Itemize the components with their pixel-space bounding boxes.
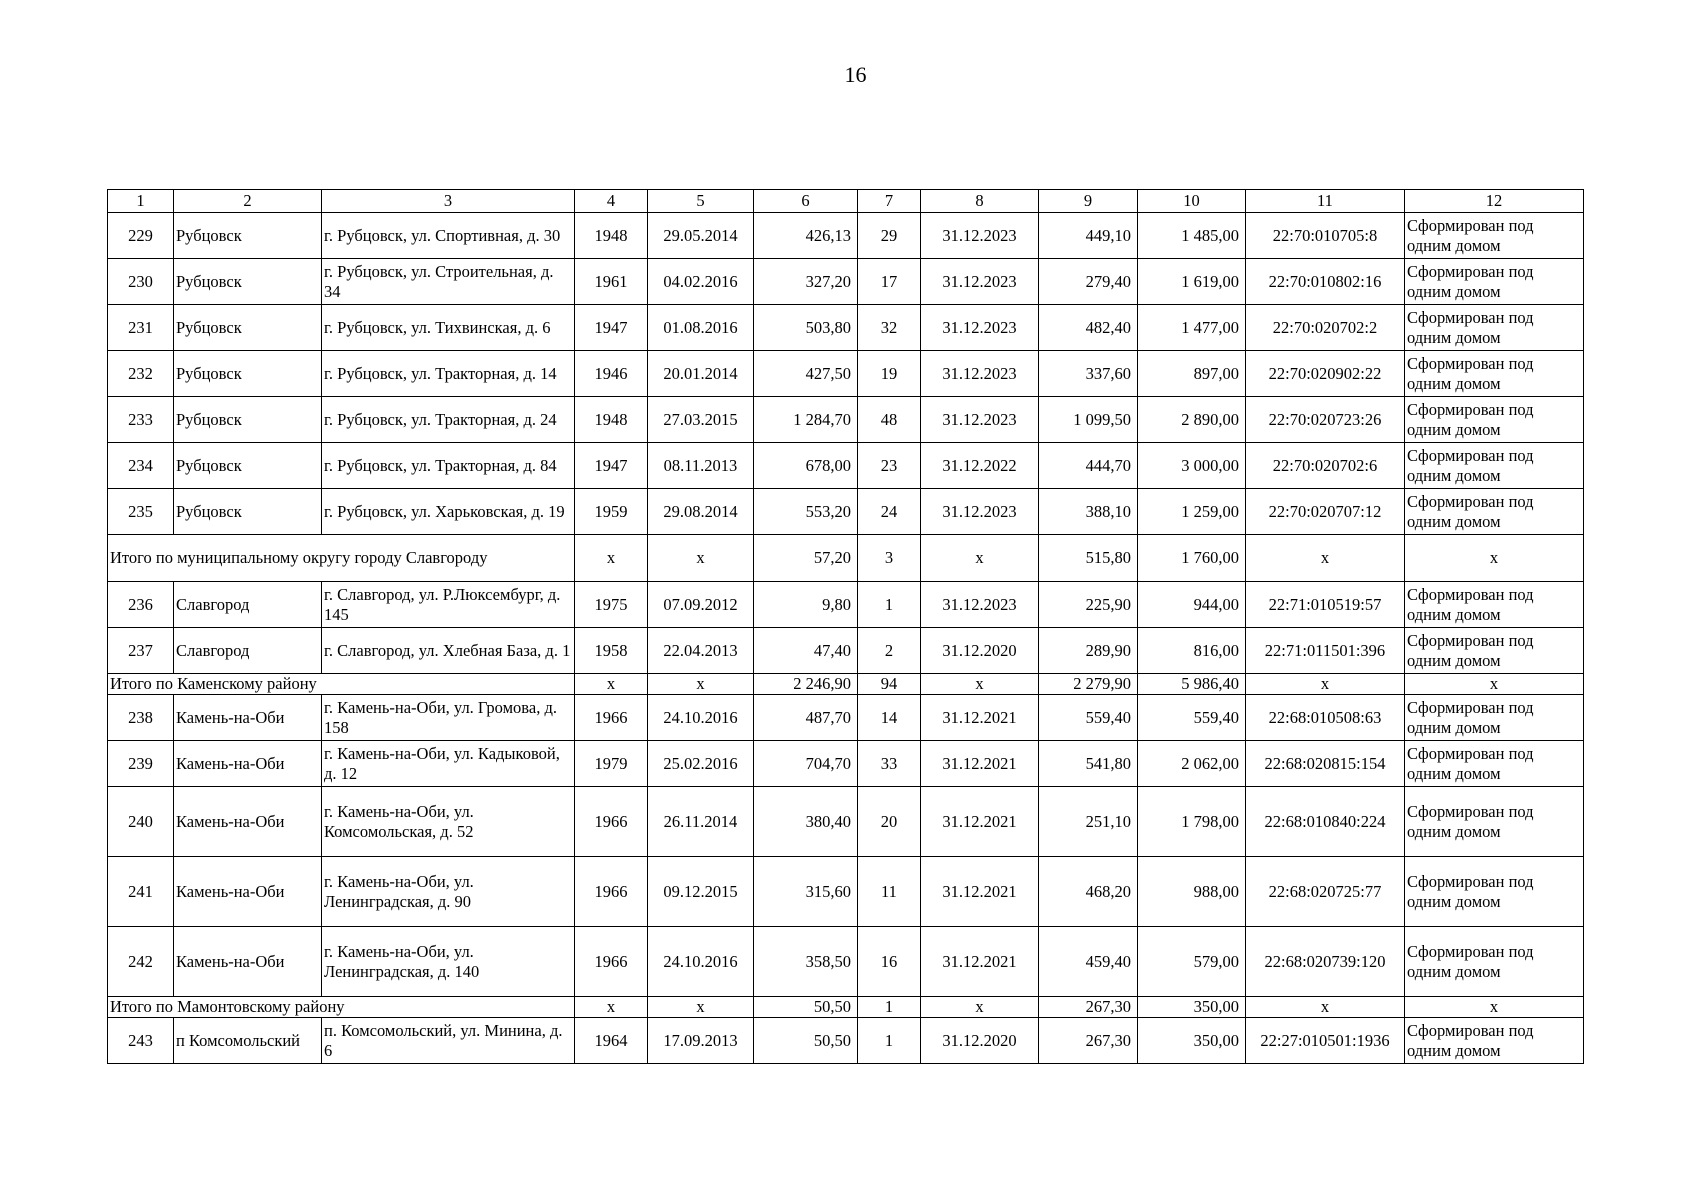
table-row xyxy=(108,857,1584,927)
resettlement-deadline-cell: 31.12.2021 xyxy=(921,927,1039,997)
land-area-cell: 267,30 xyxy=(1039,1018,1138,1064)
land-plot-area-cell: 1 477,00 xyxy=(1138,305,1246,351)
row-number-cell: 230 xyxy=(108,259,174,305)
year-built-cell: 1975 xyxy=(575,582,648,628)
resettlement-deadline-cell: 31.12.2023 xyxy=(921,351,1039,397)
land-plot-area-cell: 350,00 xyxy=(1138,1018,1246,1064)
land-plot-area-cell: 3 000,00 xyxy=(1138,443,1246,489)
address-cell: г. Камень-на-Оби, ул. Громова, д. 158 xyxy=(322,695,575,741)
total-x-cell: х xyxy=(648,535,754,582)
table-row xyxy=(108,628,1584,674)
row-number-cell: 242 xyxy=(108,927,174,997)
year-built-cell: 1947 xyxy=(575,305,648,351)
table-row xyxy=(108,1018,1584,1064)
row-number-cell: 239 xyxy=(108,741,174,787)
column-number-cell: 10 xyxy=(1138,190,1246,213)
area-cell: 315,60 xyxy=(754,857,858,927)
land-area-cell: 225,90 xyxy=(1039,582,1138,628)
recognition-date-cell: 22.04.2013 xyxy=(648,628,754,674)
locality-cell: Славгород xyxy=(174,582,322,628)
land-status-cell: Сформирован под одним домом xyxy=(1405,695,1584,741)
locality-cell: Рубцовск xyxy=(174,489,322,535)
resettlement-deadline-cell: 31.12.2023 xyxy=(921,305,1039,351)
year-built-cell: 1979 xyxy=(575,741,648,787)
subtotal-row xyxy=(108,674,1584,695)
address-cell: г. Рубцовск, ул. Харьковская, д. 19 xyxy=(322,489,575,535)
year-built-cell: 1966 xyxy=(575,857,648,927)
address-cell: г. Камень-на-Оби, ул. Ленинградская, д. 140 xyxy=(322,927,575,997)
locality-cell: Камень-на-Оби xyxy=(174,787,322,857)
total-x-cell: х xyxy=(575,997,648,1018)
address-cell: г. Рубцовск, ул. Тракторная, д. 14 xyxy=(322,351,575,397)
subtotal-label: Итого по Каменскому району xyxy=(108,674,575,695)
land-status-cell: Сформирован под одним домом xyxy=(1405,1018,1584,1064)
row-number-cell: 229 xyxy=(108,213,174,259)
recognition-date-cell: 24.10.2016 xyxy=(648,927,754,997)
recognition-date-cell: 17.09.2013 xyxy=(648,1018,754,1064)
cadastral-number-cell: 22:27:010501:1936 xyxy=(1246,1018,1405,1064)
land-status-cell: Сформирован под одним домом xyxy=(1405,489,1584,535)
total-land-plot-area-cell: 5 986,40 xyxy=(1138,674,1246,695)
address-cell: г. Рубцовск, ул. Тихвинская, д. 6 xyxy=(322,305,575,351)
area-cell: 503,80 xyxy=(754,305,858,351)
area-cell: 1 284,70 xyxy=(754,397,858,443)
address-cell: г. Славгород, ул. Хлебная База, д. 1 xyxy=(322,628,575,674)
row-number-cell: 237 xyxy=(108,628,174,674)
total-x-cell: х xyxy=(1246,997,1405,1018)
locality-cell: Рубцовск xyxy=(174,213,322,259)
locality-cell: Рубцовск xyxy=(174,259,322,305)
table-row xyxy=(108,741,1584,787)
total-x-cell: х xyxy=(1405,997,1584,1018)
column-number-cell: 7 xyxy=(858,190,921,213)
recognition-date-cell: 25.02.2016 xyxy=(648,741,754,787)
land-plot-area-cell: 559,40 xyxy=(1138,695,1246,741)
year-built-cell: 1958 xyxy=(575,628,648,674)
row-number-cell: 238 xyxy=(108,695,174,741)
land-area-cell: 337,60 xyxy=(1039,351,1138,397)
area-cell: 50,50 xyxy=(754,1018,858,1064)
land-plot-area-cell: 897,00 xyxy=(1138,351,1246,397)
cadastral-number-cell: 22:70:010802:16 xyxy=(1246,259,1405,305)
land-plot-area-cell: 1 619,00 xyxy=(1138,259,1246,305)
land-area-cell: 449,10 xyxy=(1039,213,1138,259)
locality-cell: Камень-на-Оби xyxy=(174,741,322,787)
column-number-cell: 8 xyxy=(921,190,1039,213)
residents-cell: 23 xyxy=(858,443,921,489)
total-land-area-cell: 515,80 xyxy=(1039,535,1138,582)
area-cell: 487,70 xyxy=(754,695,858,741)
locality-cell: Камень-на-Оби xyxy=(174,857,322,927)
recognition-date-cell: 29.08.2014 xyxy=(648,489,754,535)
cadastral-number-cell: 22:70:020902:22 xyxy=(1246,351,1405,397)
land-area-cell: 559,40 xyxy=(1039,695,1138,741)
column-number-cell: 1 xyxy=(108,190,174,213)
recognition-date-cell: 24.10.2016 xyxy=(648,695,754,741)
residents-cell: 32 xyxy=(858,305,921,351)
land-plot-area-cell: 816,00 xyxy=(1138,628,1246,674)
resettlement-deadline-cell: 31.12.2021 xyxy=(921,695,1039,741)
residents-cell: 29 xyxy=(858,213,921,259)
address-cell: г. Камень-на-Оби, ул. Комсомольская, д. 52 xyxy=(322,787,575,857)
recognition-date-cell: 09.12.2015 xyxy=(648,857,754,927)
column-number-cell: 5 xyxy=(648,190,754,213)
cadastral-number-cell: 22:68:020725:77 xyxy=(1246,857,1405,927)
locality-cell: п Комсомольский xyxy=(174,1018,322,1064)
total-area-cell: 2 246,90 xyxy=(754,674,858,695)
land-status-cell: Сформирован под одним домом xyxy=(1405,305,1584,351)
locality-cell: Рубцовск xyxy=(174,397,322,443)
total-x-cell: х xyxy=(921,535,1039,582)
address-cell: г. Славгород, ул. Р.Люксембург, д. 145 xyxy=(322,582,575,628)
table-row xyxy=(108,489,1584,535)
land-area-cell: 388,10 xyxy=(1039,489,1138,535)
total-x-cell: х xyxy=(1246,535,1405,582)
area-cell: 553,20 xyxy=(754,489,858,535)
area-cell: 426,13 xyxy=(754,213,858,259)
cadastral-number-cell: 22:71:011501:396 xyxy=(1246,628,1405,674)
row-number-cell: 236 xyxy=(108,582,174,628)
total-x-cell: х xyxy=(575,674,648,695)
locality-cell: Рубцовск xyxy=(174,351,322,397)
cadastral-number-cell: 22:70:020702:6 xyxy=(1246,443,1405,489)
table-row xyxy=(108,213,1584,259)
column-number-cell: 12 xyxy=(1405,190,1584,213)
resettlement-deadline-cell: 31.12.2023 xyxy=(921,397,1039,443)
locality-cell: Рубцовск xyxy=(174,443,322,489)
land-area-cell: 444,70 xyxy=(1039,443,1138,489)
subtotal-label: Итого по муниципальному округу городу Славгороду xyxy=(108,535,575,582)
row-number-cell: 234 xyxy=(108,443,174,489)
land-status-cell: Сформирован под одним домом xyxy=(1405,787,1584,857)
residents-cell: 17 xyxy=(858,259,921,305)
column-number-cell: 6 xyxy=(754,190,858,213)
total-land-plot-area-cell: 350,00 xyxy=(1138,997,1246,1018)
address-cell: г. Рубцовск, ул. Спортивная, д. 30 xyxy=(322,213,575,259)
subtotal-row xyxy=(108,535,1584,582)
recognition-date-cell: 27.03.2015 xyxy=(648,397,754,443)
table-row xyxy=(108,582,1584,628)
table-row xyxy=(108,927,1584,997)
row-number-cell: 233 xyxy=(108,397,174,443)
total-land-plot-area-cell: 1 760,00 xyxy=(1138,535,1246,582)
land-area-cell: 289,90 xyxy=(1039,628,1138,674)
area-cell: 704,70 xyxy=(754,741,858,787)
recognition-date-cell: 01.08.2016 xyxy=(648,305,754,351)
total-land-area-cell: 2 279,90 xyxy=(1039,674,1138,695)
resettlement-deadline-cell: 31.12.2020 xyxy=(921,628,1039,674)
cadastral-number-cell: 22:70:020723:26 xyxy=(1246,397,1405,443)
locality-cell: Рубцовск xyxy=(174,305,322,351)
area-cell: 427,50 xyxy=(754,351,858,397)
table-row xyxy=(108,259,1584,305)
table-row xyxy=(108,787,1584,857)
housing-registry-table xyxy=(107,189,1584,1064)
table-row xyxy=(108,397,1584,443)
area-cell: 678,00 xyxy=(754,443,858,489)
land-area-cell: 279,40 xyxy=(1039,259,1138,305)
page-number: 16 xyxy=(844,62,867,87)
land-area-cell: 541,80 xyxy=(1039,741,1138,787)
row-number-cell: 240 xyxy=(108,787,174,857)
land-area-cell: 251,10 xyxy=(1039,787,1138,857)
year-built-cell: 1946 xyxy=(575,351,648,397)
land-area-cell: 459,40 xyxy=(1039,927,1138,997)
recognition-date-cell: 29.05.2014 xyxy=(648,213,754,259)
residents-cell: 33 xyxy=(858,741,921,787)
land-plot-area-cell: 944,00 xyxy=(1138,582,1246,628)
total-x-cell: х xyxy=(1405,674,1584,695)
recognition-date-cell: 20.01.2014 xyxy=(648,351,754,397)
resettlement-deadline-cell: 31.12.2020 xyxy=(921,1018,1039,1064)
year-built-cell: 1966 xyxy=(575,927,648,997)
cadastral-number-cell: 22:70:020702:2 xyxy=(1246,305,1405,351)
residents-cell: 48 xyxy=(858,397,921,443)
land-plot-area-cell: 2 890,00 xyxy=(1138,397,1246,443)
land-status-cell: Сформирован под одним домом xyxy=(1405,741,1584,787)
land-area-cell: 468,20 xyxy=(1039,857,1138,927)
total-land-area-cell: 267,30 xyxy=(1039,997,1138,1018)
total-residents-cell: 3 xyxy=(858,535,921,582)
resettlement-deadline-cell: 31.12.2023 xyxy=(921,582,1039,628)
total-residents-cell: 1 xyxy=(858,997,921,1018)
address-cell: г. Камень-на-Оби, ул. Кадыковой, д. 12 xyxy=(322,741,575,787)
residents-cell: 1 xyxy=(858,1018,921,1064)
locality-cell: Камень-на-Оби xyxy=(174,695,322,741)
address-cell: г. Рубцовск, ул. Строительная, д. 34 xyxy=(322,259,575,305)
table-row xyxy=(108,305,1584,351)
year-built-cell: 1959 xyxy=(575,489,648,535)
total-x-cell: х xyxy=(921,674,1039,695)
land-plot-area-cell: 1 798,00 xyxy=(1138,787,1246,857)
land-status-cell: Сформирован под одним домом xyxy=(1405,259,1584,305)
row-number-cell: 235 xyxy=(108,489,174,535)
column-number-row xyxy=(108,190,1584,213)
column-number-cell: 11 xyxy=(1246,190,1405,213)
land-area-cell: 482,40 xyxy=(1039,305,1138,351)
cadastral-number-cell: 22:70:020707:12 xyxy=(1246,489,1405,535)
resettlement-deadline-cell: 31.12.2023 xyxy=(921,489,1039,535)
table-row xyxy=(108,695,1584,741)
resettlement-deadline-cell: 31.12.2023 xyxy=(921,213,1039,259)
resettlement-deadline-cell: 31.12.2021 xyxy=(921,741,1039,787)
year-built-cell: 1948 xyxy=(575,213,648,259)
total-area-cell: 57,20 xyxy=(754,535,858,582)
residents-cell: 14 xyxy=(858,695,921,741)
resettlement-deadline-cell: 31.12.2023 xyxy=(921,259,1039,305)
land-status-cell: Сформирован под одним домом xyxy=(1405,582,1584,628)
column-number-cell: 2 xyxy=(174,190,322,213)
total-x-cell: х xyxy=(648,997,754,1018)
total-x-cell: х xyxy=(575,535,648,582)
area-cell: 9,80 xyxy=(754,582,858,628)
total-residents-cell: 94 xyxy=(858,674,921,695)
area-cell: 327,20 xyxy=(754,259,858,305)
column-number-cell: 9 xyxy=(1039,190,1138,213)
locality-cell: Камень-на-Оби xyxy=(174,927,322,997)
address-cell: г. Рубцовск, ул. Тракторная, д. 24 xyxy=(322,397,575,443)
total-x-cell: х xyxy=(921,997,1039,1018)
residents-cell: 20 xyxy=(858,787,921,857)
recognition-date-cell: 07.09.2012 xyxy=(648,582,754,628)
residents-cell: 19 xyxy=(858,351,921,397)
column-number-cell: 4 xyxy=(575,190,648,213)
row-number-cell: 232 xyxy=(108,351,174,397)
residents-cell: 16 xyxy=(858,927,921,997)
residents-cell: 1 xyxy=(858,582,921,628)
year-built-cell: 1966 xyxy=(575,787,648,857)
year-built-cell: 1966 xyxy=(575,695,648,741)
land-status-cell: Сформирован под одним домом xyxy=(1405,443,1584,489)
column-number-cell: 3 xyxy=(322,190,575,213)
cadastral-number-cell: 22:70:010705:8 xyxy=(1246,213,1405,259)
year-built-cell: 1948 xyxy=(575,397,648,443)
resettlement-deadline-cell: 31.12.2021 xyxy=(921,857,1039,927)
total-x-cell: х xyxy=(1405,535,1584,582)
land-plot-area-cell: 988,00 xyxy=(1138,857,1246,927)
land-plot-area-cell: 1 485,00 xyxy=(1138,213,1246,259)
land-status-cell: Сформирован под одним домом xyxy=(1405,857,1584,927)
residents-cell: 24 xyxy=(858,489,921,535)
land-status-cell: Сформирован под одним домом xyxy=(1405,213,1584,259)
locality-cell: Славгород xyxy=(174,628,322,674)
recognition-date-cell: 26.11.2014 xyxy=(648,787,754,857)
table-row xyxy=(108,443,1584,489)
land-status-cell: Сформирован под одним домом xyxy=(1405,628,1584,674)
resettlement-deadline-cell: 31.12.2021 xyxy=(921,787,1039,857)
area-cell: 358,50 xyxy=(754,927,858,997)
total-area-cell: 50,50 xyxy=(754,997,858,1018)
cadastral-number-cell: 22:68:010508:63 xyxy=(1246,695,1405,741)
land-plot-area-cell: 579,00 xyxy=(1138,927,1246,997)
land-plot-area-cell: 1 259,00 xyxy=(1138,489,1246,535)
address-cell: г. Камень-на-Оби, ул. Ленинградская, д. 90 xyxy=(322,857,575,927)
land-status-cell: Сформирован под одним домом xyxy=(1405,397,1584,443)
recognition-date-cell: 08.11.2013 xyxy=(648,443,754,489)
cadastral-number-cell: 22:71:010519:57 xyxy=(1246,582,1405,628)
residents-cell: 2 xyxy=(858,628,921,674)
area-cell: 380,40 xyxy=(754,787,858,857)
land-status-cell: Сформирован под одним домом xyxy=(1405,351,1584,397)
cadastral-number-cell: 22:68:020815:154 xyxy=(1246,741,1405,787)
row-number-cell: 241 xyxy=(108,857,174,927)
year-built-cell: 1961 xyxy=(575,259,648,305)
table-row xyxy=(108,351,1584,397)
total-x-cell: х xyxy=(648,674,754,695)
residents-cell: 11 xyxy=(858,857,921,927)
year-built-cell: 1947 xyxy=(575,443,648,489)
cadastral-number-cell: 22:68:010840:224 xyxy=(1246,787,1405,857)
resettlement-deadline-cell: 31.12.2022 xyxy=(921,443,1039,489)
year-built-cell: 1964 xyxy=(575,1018,648,1064)
subtotal-row xyxy=(108,997,1584,1018)
land-area-cell: 1 099,50 xyxy=(1039,397,1138,443)
total-x-cell: х xyxy=(1246,674,1405,695)
row-number-cell: 243 xyxy=(108,1018,174,1064)
area-cell: 47,40 xyxy=(754,628,858,674)
cadastral-number-cell: 22:68:020739:120 xyxy=(1246,927,1405,997)
land-plot-area-cell: 2 062,00 xyxy=(1138,741,1246,787)
address-cell: г. Рубцовск, ул. Тракторная, д. 84 xyxy=(322,443,575,489)
row-number-cell: 231 xyxy=(108,305,174,351)
land-status-cell: Сформирован под одним домом xyxy=(1405,927,1584,997)
address-cell: п. Комсомольский, ул. Минина, д. 6 xyxy=(322,1018,575,1064)
recognition-date-cell: 04.02.2016 xyxy=(648,259,754,305)
subtotal-label: Итого по Мамонтовскому району xyxy=(108,997,575,1018)
